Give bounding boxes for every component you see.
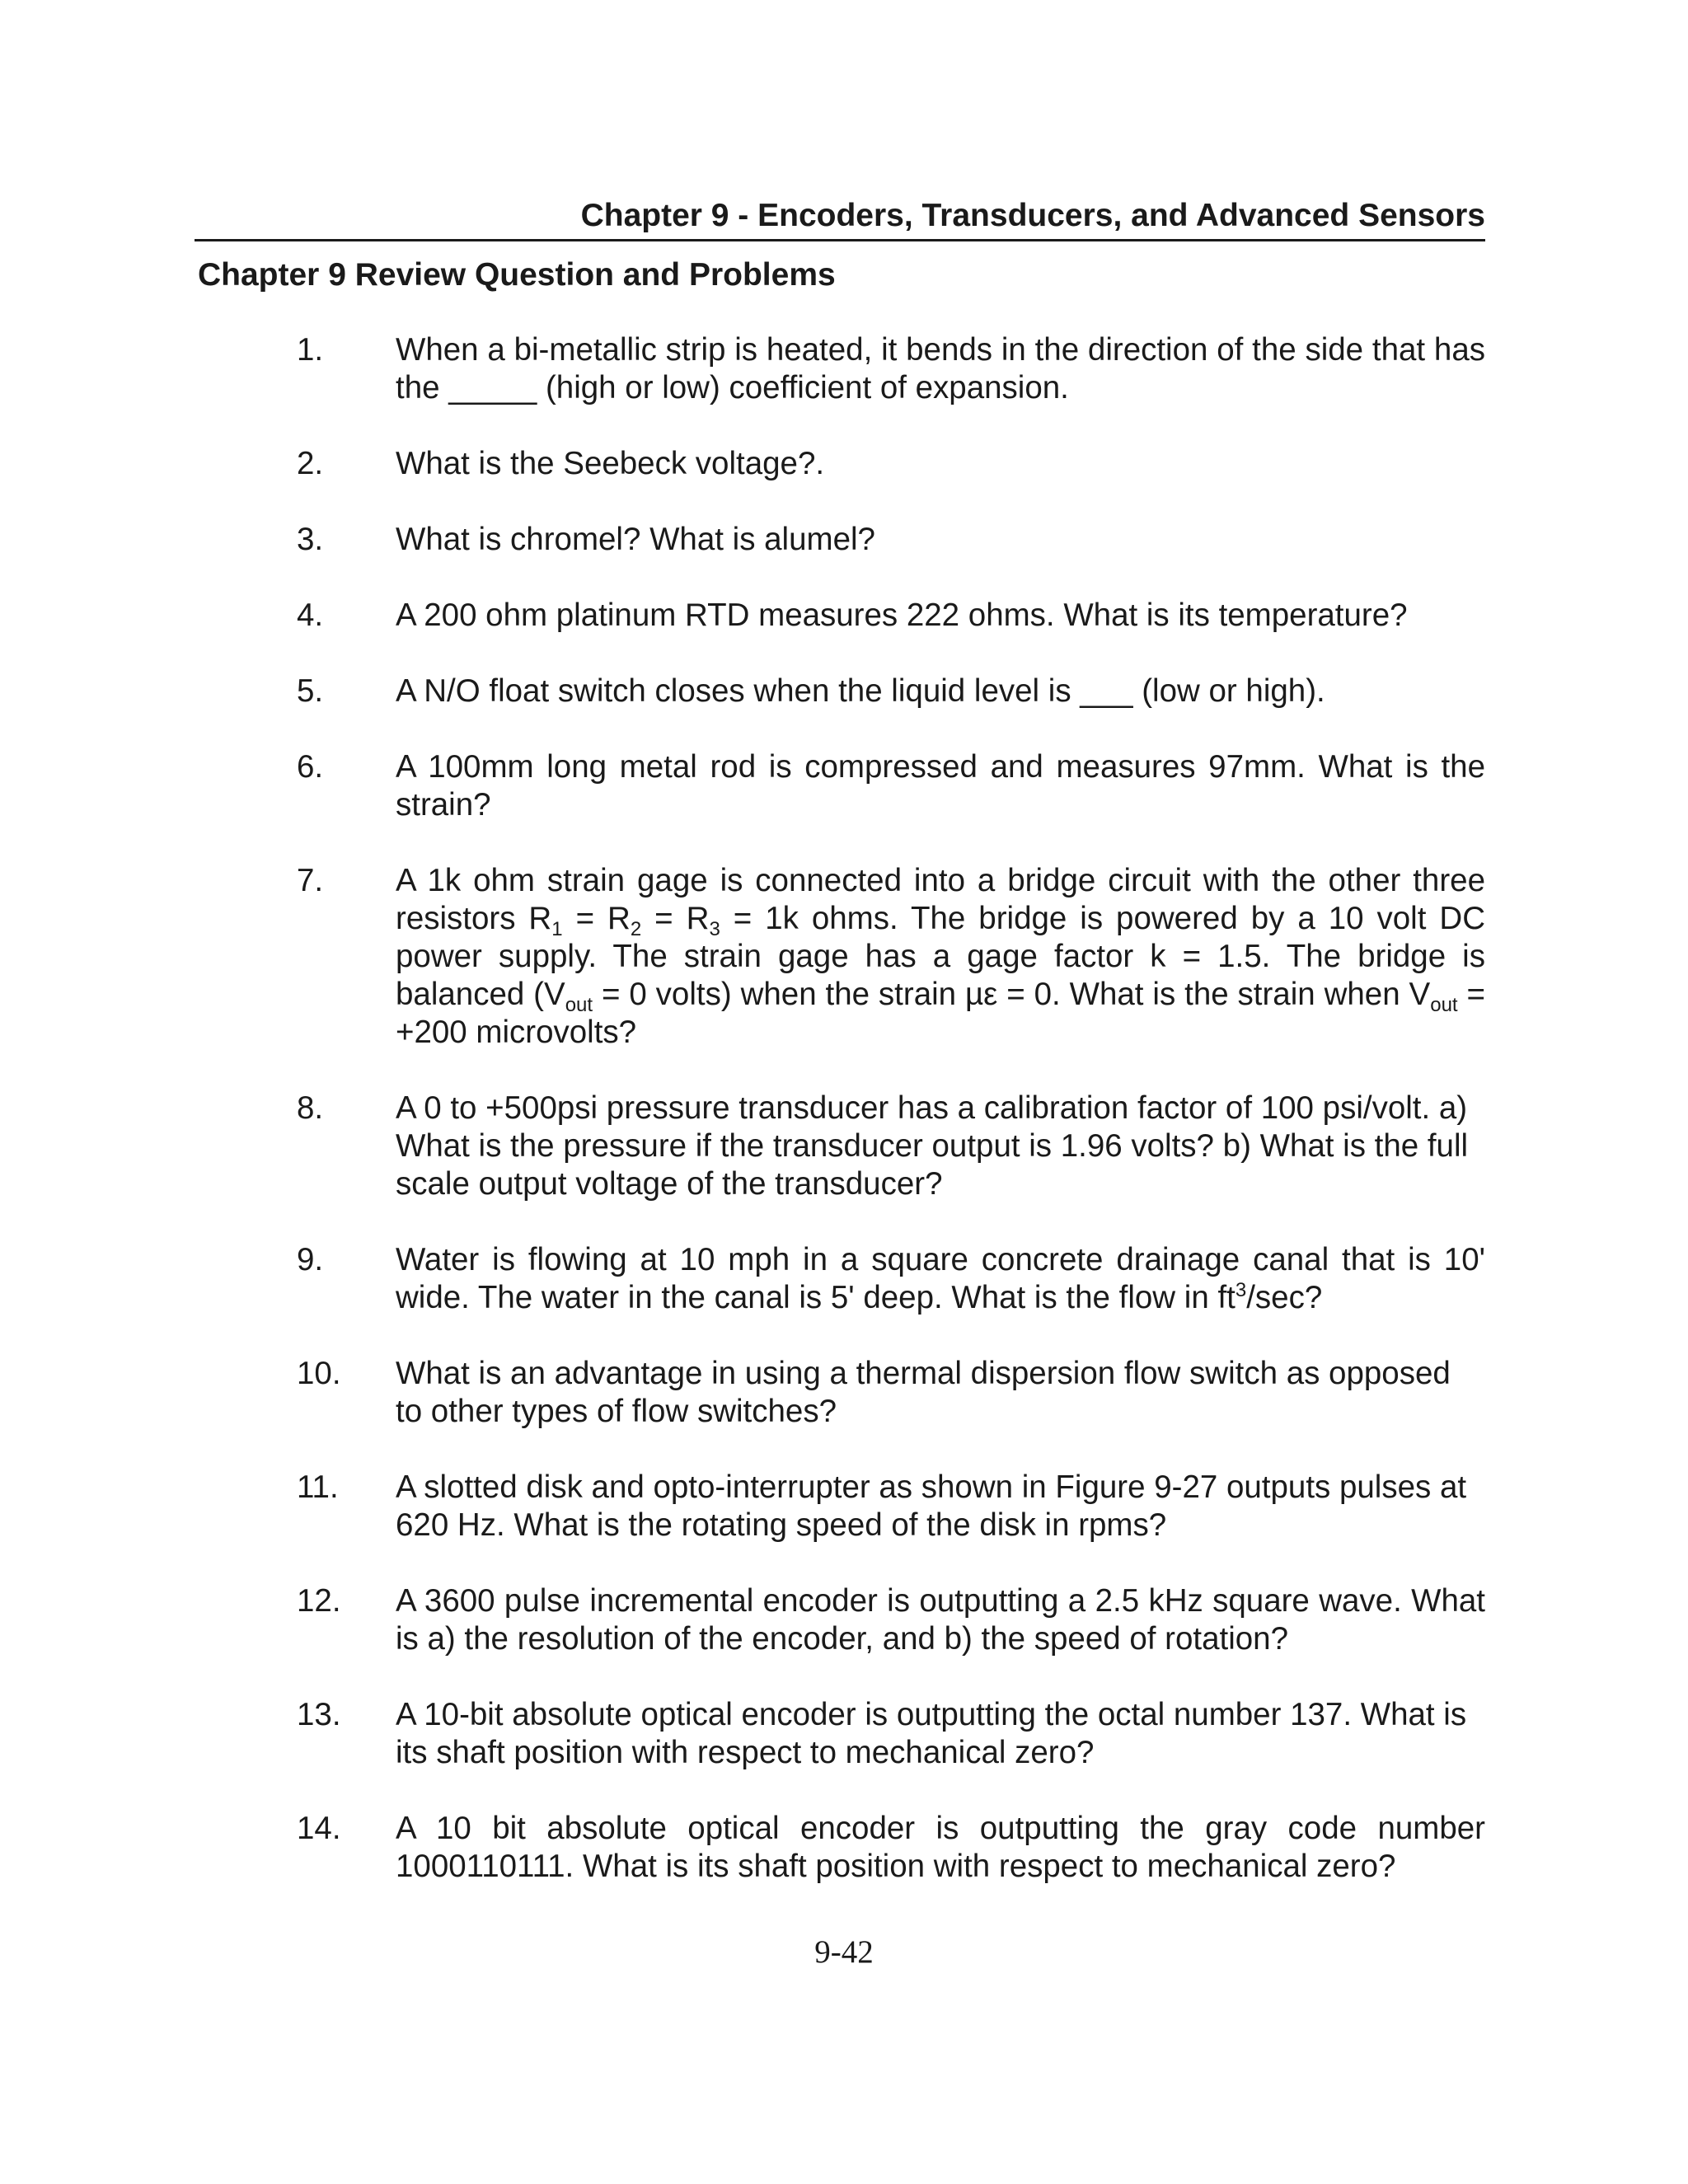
question-number: 3. <box>297 522 324 557</box>
question-11 <box>0 1469 1688 1544</box>
question-text: A 200 ohm platinum RTD measures 222 ohms. What is its temperature? <box>396 598 1408 633</box>
question-number: 8. <box>297 1090 324 1126</box>
question-text: What is chromel? What is alumel? <box>396 522 875 557</box>
question-10 <box>0 1355 1688 1431</box>
question-1 <box>0 331 1688 407</box>
question-number: 13. <box>297 1697 341 1732</box>
question-text: A 0 to +500psi pressure transducer has a calibration factor of 100 psi/volt. a) What is the pressure if the transducer output is 1.96 volts? b) What is the full scale output voltage of the transducer? <box>396 1090 1469 1202</box>
page-number: 9-42 <box>814 1934 874 1970</box>
running-header: Chapter 9 - Encoders, Transducers, and Advanced Sensors <box>195 196 1485 241</box>
subscript: 2 <box>630 918 642 940</box>
question-text: A N/O float switch closes when the liquid level is ___ (low or high). <box>396 673 1325 709</box>
text-run: Water is flowing at 10 mph in a square concrete drainage canal that is 10' wide. The water in the canal is 5' deep. What is the flow in ft <box>396 1242 1485 1315</box>
question-6 <box>0 748 1688 824</box>
question-number: 14. <box>297 1811 341 1846</box>
question-text: What is the Seebeck voltage?. <box>396 446 825 481</box>
text-run: = R <box>562 901 631 936</box>
text-run: A 1k ohm strain gage is connected into a bridge circuit with the other three resistors R <box>396 863 1485 936</box>
text-run: = R <box>641 901 710 936</box>
question-text: A 10-bit absolute optical encoder is outputting the octal number 137. What is its shaft position with respect to mechanical zero? <box>396 1697 1467 1770</box>
section-title: Chapter 9 Review Question and Problems <box>198 257 836 293</box>
question-text <box>396 862 1485 1052</box>
question-number: 11. <box>297 1469 339 1505</box>
subscript: 1 <box>551 918 563 940</box>
question-number: 5. <box>297 673 324 709</box>
question-7 <box>0 862 1688 1052</box>
text-run: = +200 microvolts? <box>396 977 1485 1050</box>
question-list <box>0 331 1688 1886</box>
question-number: 1. <box>297 332 324 368</box>
subscript: out <box>1430 994 1458 1016</box>
question-text: When a bi-metallic strip is heated, it bends in the direction of the side that has the _____ (high or low) coefficient of expansion. <box>396 332 1485 405</box>
subscript: out <box>565 994 593 1016</box>
question-number: 9. <box>297 1242 324 1277</box>
question-text: What is an advantage in using a thermal dispersion flow switch as opposed to other types of flow switches? <box>396 1356 1451 1429</box>
question-13 <box>0 1696 1688 1772</box>
question-text <box>396 1241 1485 1317</box>
subscript: 3 <box>709 918 720 940</box>
question-12 <box>0 1582 1688 1658</box>
text-run: /sec? <box>1246 1280 1323 1315</box>
question-number: 4. <box>297 598 324 633</box>
question-text: A 3600 pulse incremental encoder is outputting a 2.5 kHz square wave. What is a) the resolution of the encoder, and b) the speed of rotation? <box>396 1583 1485 1657</box>
question-number: 6. <box>297 749 324 785</box>
question-number: 10. <box>297 1356 341 1391</box>
question-5 <box>0 673 1688 710</box>
question-4 <box>0 597 1688 635</box>
question-2 <box>0 445 1688 483</box>
text-run: = 0 volts) when the strain µε = 0. What is the strain when V <box>593 977 1431 1012</box>
question-9 <box>0 1241 1688 1317</box>
question-3 <box>0 521 1688 559</box>
superscript: 3 <box>1235 1279 1247 1301</box>
question-8 <box>0 1090 1688 1203</box>
question-text: A 10 bit absolute optical encoder is outputting the gray code number 1000110111. What is its shaft position with respect to mechanical zero? <box>396 1811 1485 1884</box>
question-number: 2. <box>297 446 324 481</box>
question-number: 7. <box>297 863 324 898</box>
text-run: = 1k ohms. The bridge is powered by a 10 volt DC power supply. The strain gage has a gage factor k = 1.5. The bridge is balanced (V <box>396 901 1485 1012</box>
question-text: A slotted disk and opto-interrupter as shown in Figure 9-27 outputs pulses at 620 Hz. What is the rotating speed of the disk in rpms? <box>396 1469 1467 1543</box>
question-number: 12. <box>297 1583 341 1619</box>
question-14 <box>0 1810 1688 1886</box>
question-text: A 100mm long metal rod is compressed and measures 97mm. What is the strain? <box>396 749 1485 823</box>
